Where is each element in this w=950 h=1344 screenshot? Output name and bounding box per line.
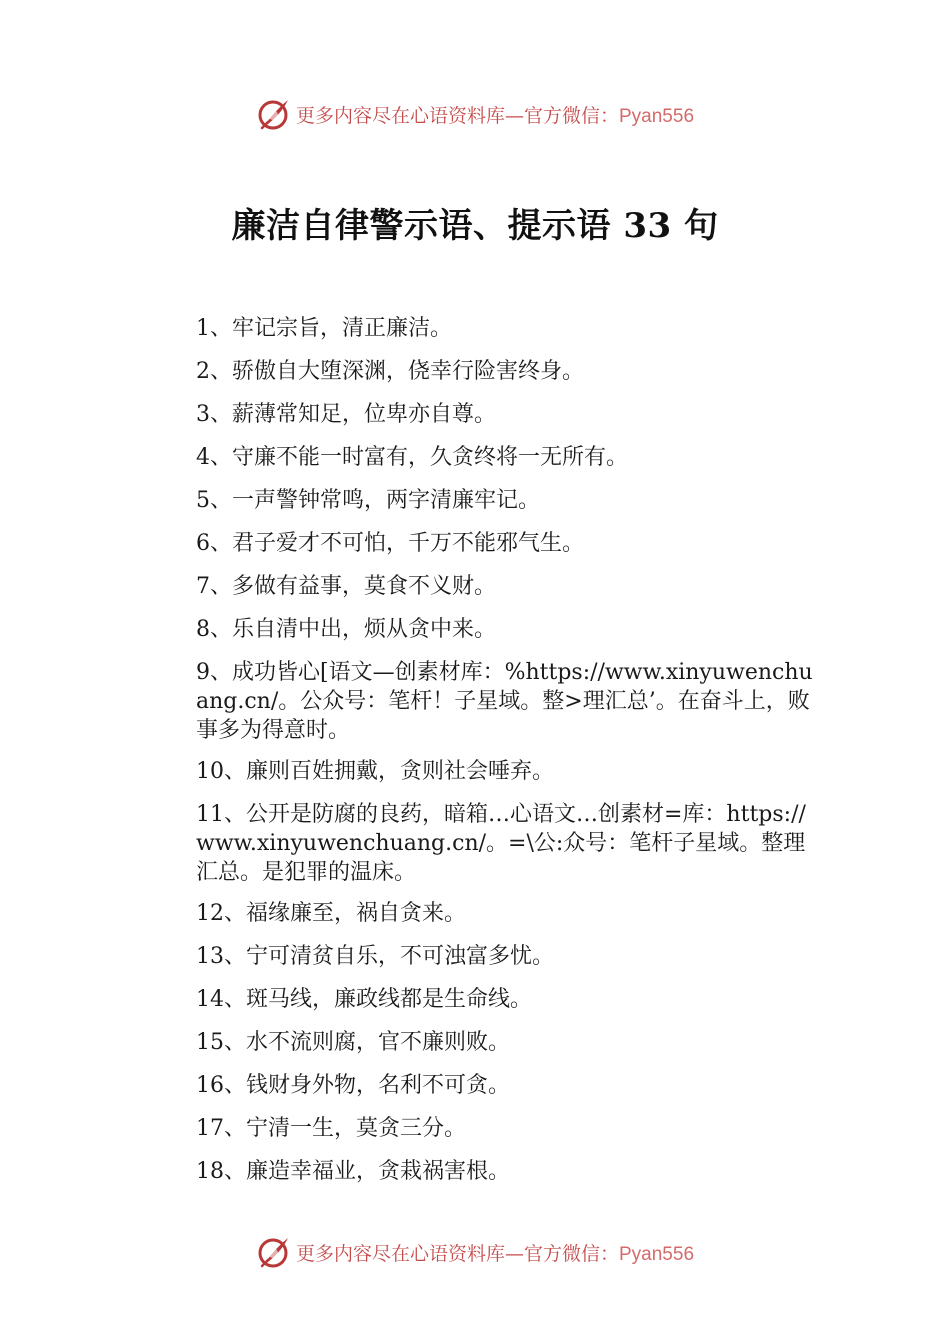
list-item: 9、成功皆心[语文—创素材库：%https://www.xinyuwenchuang.cn/。公众号：笔杆！子星域。整>理汇总’。在奋斗上，败事多为得意时。 bbox=[196, 660, 813, 743]
header-banner bbox=[0, 96, 950, 132]
list-item: 14、斑马线，廉政线都是生命线。 bbox=[196, 987, 532, 1012]
list-item: 11、公开是防腐的良药，暗箱…心语文…创素材=库：https://www.xinyuwenchuang.cn/。=\公:众号：笔杆子星域。整理汇总。是犯罪的温床。 bbox=[196, 802, 806, 885]
list-item: 12、福缘廉至，祸自贪来。 bbox=[196, 901, 466, 926]
quill-logo-icon bbox=[256, 96, 292, 132]
list-item: 15、水不流则腐，官不廉则败。 bbox=[196, 1030, 510, 1055]
page-title: 廉洁自律警示语、提示语 33 句 bbox=[231, 206, 719, 246]
list-item: 18、廉造幸福业，贪栽祸害根。 bbox=[196, 1159, 510, 1184]
list-item: 7、多做有益事，莫食不义财。 bbox=[196, 574, 496, 599]
banner-handle: Pyan556 bbox=[619, 105, 695, 127]
slogan-list bbox=[196, 314, 816, 1200]
banner-label: 更多内容尽在心语资料库—官方微信： bbox=[295, 1242, 619, 1265]
list-item: 10、廉则百姓拥戴，贪则社会唾弃。 bbox=[196, 759, 554, 784]
banner-text bbox=[296, 1239, 694, 1266]
quill-logo-icon bbox=[256, 1234, 292, 1270]
list-item: 4、守廉不能一时富有，久贪终将一无所有。 bbox=[196, 445, 628, 470]
list-item: 1、牢记宗旨，清正廉洁。 bbox=[196, 316, 452, 341]
banner-content bbox=[256, 1234, 694, 1270]
banner-handle: Pyan556 bbox=[619, 1243, 695, 1265]
banner-text bbox=[296, 101, 694, 128]
list-item: 16、钱财身外物，名利不可贪。 bbox=[196, 1073, 510, 1098]
list-item: 3、薪薄常知足，位卑亦自尊。 bbox=[196, 402, 496, 427]
list-item: 2、骄傲自大堕深渊，侥幸行险害终身。 bbox=[196, 359, 584, 384]
list-item: 5、一声警钟常鸣，两字清廉牢记。 bbox=[196, 488, 540, 513]
list-item: 13、宁可清贫自乐，不可浊富多忧。 bbox=[196, 944, 554, 969]
banner-content bbox=[256, 96, 694, 132]
footer-banner bbox=[0, 1234, 950, 1270]
list-item: 8、乐自清中出，烦从贪中来。 bbox=[196, 617, 496, 642]
list-item: 6、君子爱才不可怕，千万不能邪气生。 bbox=[196, 531, 584, 556]
list-item: 17、宁清一生，莫贪三分。 bbox=[196, 1116, 466, 1141]
banner-label: 更多内容尽在心语资料库—官方微信： bbox=[295, 104, 619, 127]
